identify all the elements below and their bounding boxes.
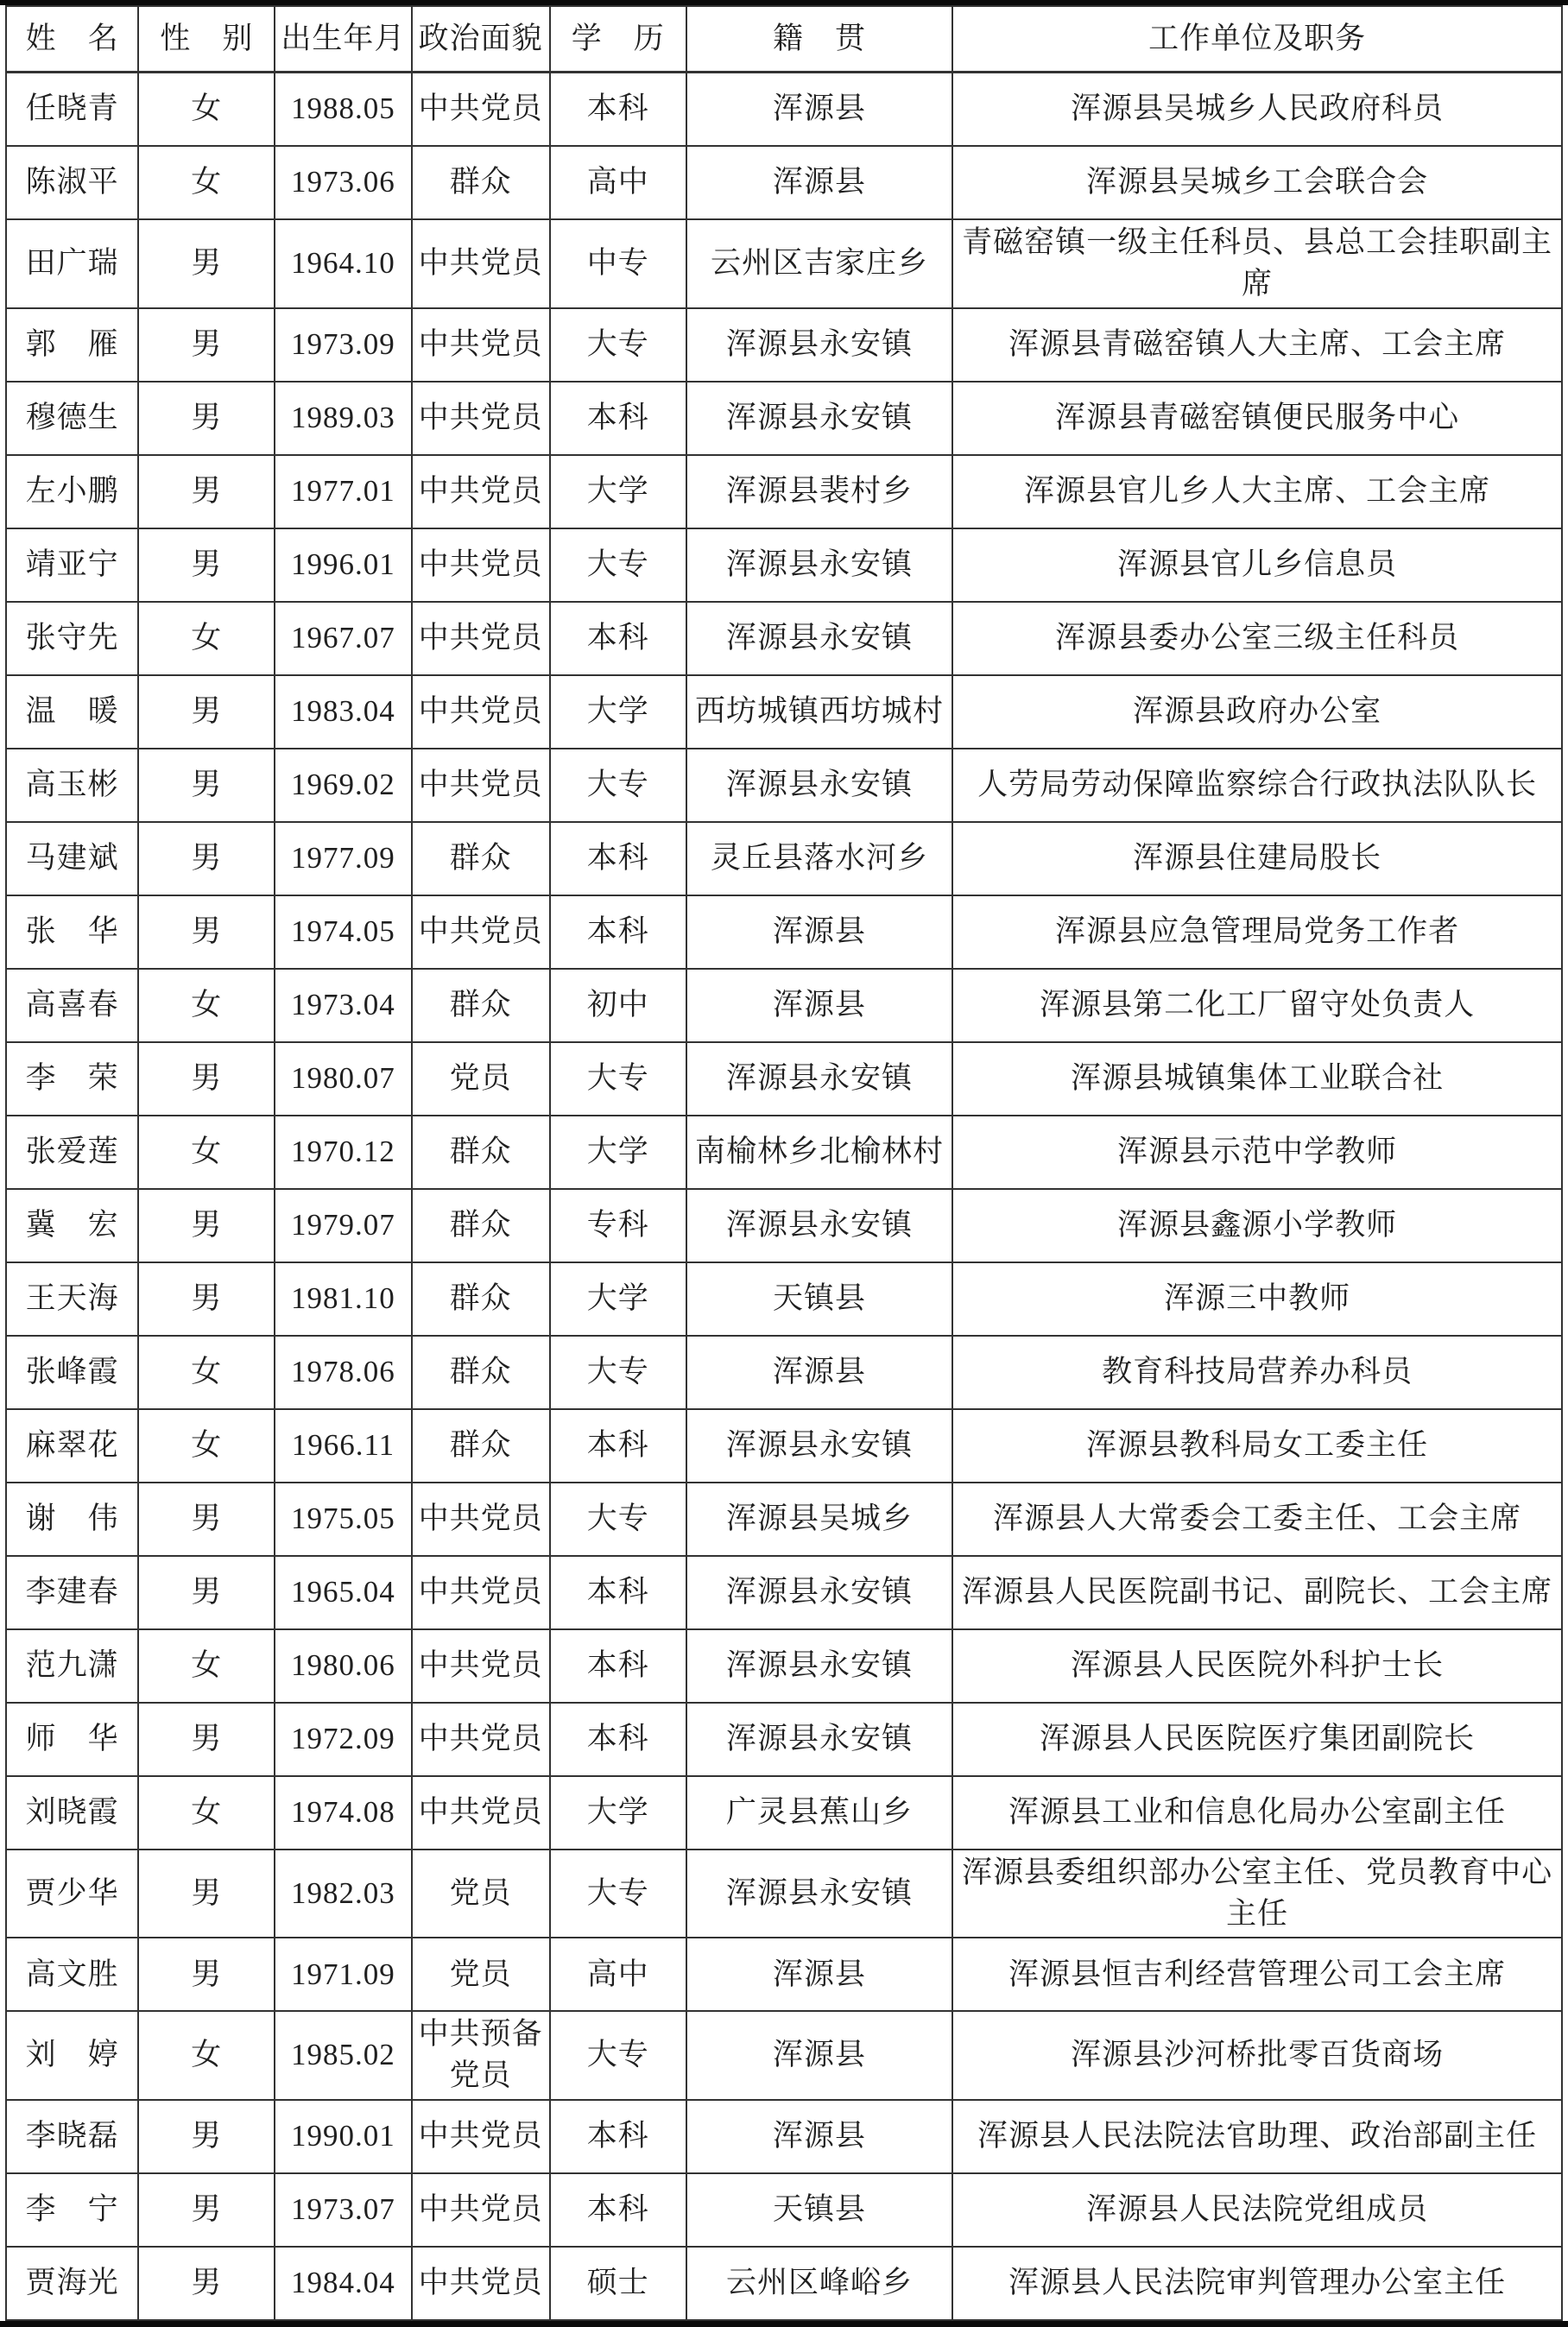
cell-name: 李 荣 bbox=[6, 1042, 138, 1116]
table-row bbox=[6, 219, 1562, 308]
cell-name: 刘晓霞 bbox=[6, 1776, 138, 1850]
table-body bbox=[6, 73, 1562, 2320]
table-row bbox=[6, 1556, 1562, 1629]
cell-education: 高中 bbox=[550, 146, 686, 219]
cell-gender: 男 bbox=[138, 528, 275, 602]
table-row bbox=[6, 146, 1562, 219]
cell-gender: 男 bbox=[138, 1262, 275, 1336]
cell-job: 浑源县住建局股长 bbox=[952, 822, 1562, 895]
cell-gender: 女 bbox=[138, 1776, 275, 1850]
personnel-table bbox=[5, 5, 1563, 2321]
cell-native: 浑源县吴城乡 bbox=[686, 1483, 952, 1556]
cell-native: 浑源县永安镇 bbox=[686, 1189, 952, 1262]
cell-education: 大学 bbox=[550, 1776, 686, 1850]
cell-name: 李 宁 bbox=[6, 2173, 138, 2247]
header-cell-name: 姓 名 bbox=[6, 6, 138, 73]
cell-birth: 1967.07 bbox=[275, 602, 411, 675]
cell-politics: 群众 bbox=[412, 1409, 550, 1483]
table-row bbox=[6, 1336, 1562, 1409]
cell-education: 大专 bbox=[550, 308, 686, 382]
cell-job: 浑源县城镇集体工业联合社 bbox=[952, 1042, 1562, 1116]
cell-name: 张守先 bbox=[6, 602, 138, 675]
cell-politics: 群众 bbox=[412, 1262, 550, 1336]
cell-education: 本科 bbox=[550, 1556, 686, 1629]
cell-birth: 1965.04 bbox=[275, 1556, 411, 1629]
cell-education: 硕士 bbox=[550, 2247, 686, 2320]
header-cell-birth: 出生年月 bbox=[275, 6, 411, 73]
cell-birth: 1964.10 bbox=[275, 219, 411, 308]
cell-politics: 群众 bbox=[412, 969, 550, 1042]
table-row bbox=[6, 969, 1562, 1042]
cell-education: 本科 bbox=[550, 822, 686, 895]
cell-gender: 女 bbox=[138, 1409, 275, 1483]
cell-education: 大学 bbox=[550, 675, 686, 749]
cell-birth: 1975.05 bbox=[275, 1483, 411, 1556]
cell-education: 本科 bbox=[550, 1629, 686, 1703]
cell-name: 王天海 bbox=[6, 1262, 138, 1336]
cell-birth: 1984.04 bbox=[275, 2247, 411, 2320]
cell-education: 本科 bbox=[550, 602, 686, 675]
cell-job: 浑源县官儿乡信息员 bbox=[952, 528, 1562, 602]
cell-education: 本科 bbox=[550, 382, 686, 455]
cell-native: 云州区吉家庄乡 bbox=[686, 219, 952, 308]
cell-job: 浑源县委组织部办公室主任、党员教育中心主任 bbox=[952, 1850, 1562, 1938]
cell-politics: 中共党员 bbox=[412, 1483, 550, 1556]
cell-birth: 1971.09 bbox=[275, 1938, 411, 2011]
cell-politics: 中共党员 bbox=[412, 73, 550, 147]
cell-birth: 1982.03 bbox=[275, 1850, 411, 1938]
cell-politics: 中共党员 bbox=[412, 602, 550, 675]
table-row bbox=[6, 308, 1562, 382]
cell-politics: 中共党员 bbox=[412, 308, 550, 382]
cell-name: 靖亚宁 bbox=[6, 528, 138, 602]
table-row bbox=[6, 73, 1562, 147]
table-row bbox=[6, 1629, 1562, 1703]
table-row bbox=[6, 528, 1562, 602]
cell-native: 浑源县 bbox=[686, 1336, 952, 1409]
table-row bbox=[6, 675, 1562, 749]
cell-gender: 女 bbox=[138, 1629, 275, 1703]
cell-birth: 1981.10 bbox=[275, 1262, 411, 1336]
cell-politics: 群众 bbox=[412, 822, 550, 895]
cell-birth: 1974.08 bbox=[275, 1776, 411, 1850]
table-row bbox=[6, 1703, 1562, 1776]
cell-gender: 男 bbox=[138, 1703, 275, 1776]
cell-birth: 1972.09 bbox=[275, 1703, 411, 1776]
cell-birth: 1990.01 bbox=[275, 2100, 411, 2173]
cell-education: 高中 bbox=[550, 1938, 686, 2011]
cell-education: 大专 bbox=[550, 528, 686, 602]
cell-name: 师 华 bbox=[6, 1703, 138, 1776]
cell-gender: 女 bbox=[138, 969, 275, 1042]
cell-birth: 1979.07 bbox=[275, 1189, 411, 1262]
cell-politics: 群众 bbox=[412, 146, 550, 219]
cell-name: 谢 伟 bbox=[6, 1483, 138, 1556]
cell-birth: 1980.07 bbox=[275, 1042, 411, 1116]
cell-name: 冀 宏 bbox=[6, 1189, 138, 1262]
cell-native: 天镇县 bbox=[686, 2173, 952, 2247]
cell-education: 本科 bbox=[550, 2173, 686, 2247]
cell-native: 浑源县永安镇 bbox=[686, 1703, 952, 1776]
table-row bbox=[6, 2100, 1562, 2173]
cell-gender: 男 bbox=[138, 1938, 275, 2011]
cell-politics: 中共党员 bbox=[412, 895, 550, 969]
cell-job: 浑源县人民法院审判管理办公室主任 bbox=[952, 2247, 1562, 2320]
cell-politics: 中共党员 bbox=[412, 1703, 550, 1776]
cell-native: 浑源县 bbox=[686, 895, 952, 969]
cell-birth: 1989.03 bbox=[275, 382, 411, 455]
cell-gender: 女 bbox=[138, 1336, 275, 1409]
cell-gender: 男 bbox=[138, 2173, 275, 2247]
cell-native: 浑源县 bbox=[686, 969, 952, 1042]
table-row bbox=[6, 1116, 1562, 1189]
cell-politics: 中共党员 bbox=[412, 528, 550, 602]
cell-birth: 1977.09 bbox=[275, 822, 411, 895]
header-cell-gender: 性 别 bbox=[138, 6, 275, 73]
cell-native: 浑源县 bbox=[686, 146, 952, 219]
table-row bbox=[6, 1262, 1562, 1336]
header-cell-education: 学 历 bbox=[550, 6, 686, 73]
header-cell-job: 工作单位及职务 bbox=[952, 6, 1562, 73]
cell-native: 浑源县永安镇 bbox=[686, 382, 952, 455]
cell-birth: 1974.05 bbox=[275, 895, 411, 969]
table-row bbox=[6, 895, 1562, 969]
cell-birth: 1978.06 bbox=[275, 1336, 411, 1409]
cell-politics: 中共党员 bbox=[412, 382, 550, 455]
cell-gender: 男 bbox=[138, 2247, 275, 2320]
cell-name: 郭 雁 bbox=[6, 308, 138, 382]
cell-job: 浑源县吴城乡人民政府科员 bbox=[952, 73, 1562, 147]
cell-gender: 男 bbox=[138, 455, 275, 528]
cell-education: 大专 bbox=[550, 1336, 686, 1409]
header-cell-politics: 政治面貌 bbox=[412, 6, 550, 73]
cell-politics: 党员 bbox=[412, 1938, 550, 2011]
cell-native: 天镇县 bbox=[686, 1262, 952, 1336]
cell-politics: 党员 bbox=[412, 1042, 550, 1116]
cell-native: 浑源县永安镇 bbox=[686, 1409, 952, 1483]
table-row bbox=[6, 1938, 1562, 2011]
cell-gender: 女 bbox=[138, 2011, 275, 2100]
cell-job: 浑源县沙河桥批零百货商场 bbox=[952, 2011, 1562, 2100]
cell-name: 高玉彬 bbox=[6, 749, 138, 822]
cell-politics: 中共党员 bbox=[412, 2173, 550, 2247]
table-row bbox=[6, 2173, 1562, 2247]
cell-politics: 群众 bbox=[412, 1189, 550, 1262]
cell-native: 浑源县 bbox=[686, 1938, 952, 2011]
cell-job: 浑源县示范中学教师 bbox=[952, 1116, 1562, 1189]
cell-native: 浑源县 bbox=[686, 73, 952, 147]
cell-gender: 女 bbox=[138, 146, 275, 219]
cell-job: 浑源县鑫源小学教师 bbox=[952, 1189, 1562, 1262]
cell-gender: 男 bbox=[138, 1556, 275, 1629]
cell-job: 浑源县青磁窑镇人大主席、工会主席 bbox=[952, 308, 1562, 382]
cell-job: 浑源县第二化工厂留守处负责人 bbox=[952, 969, 1562, 1042]
cell-politics: 群众 bbox=[412, 1116, 550, 1189]
cell-native: 浑源县裴村乡 bbox=[686, 455, 952, 528]
cell-gender: 女 bbox=[138, 602, 275, 675]
cell-name: 高喜春 bbox=[6, 969, 138, 1042]
cell-gender: 男 bbox=[138, 822, 275, 895]
table-row bbox=[6, 749, 1562, 822]
cell-name: 任晓青 bbox=[6, 73, 138, 147]
cell-education: 本科 bbox=[550, 895, 686, 969]
cell-politics: 中共党员 bbox=[412, 1629, 550, 1703]
cell-birth: 1983.04 bbox=[275, 675, 411, 749]
cell-birth: 1980.06 bbox=[275, 1629, 411, 1703]
cell-birth: 1970.12 bbox=[275, 1116, 411, 1189]
cell-job: 浑源县委办公室三级主任科员 bbox=[952, 602, 1562, 675]
cell-birth: 1973.06 bbox=[275, 146, 411, 219]
header-row bbox=[6, 6, 1562, 73]
cell-birth: 1973.04 bbox=[275, 969, 411, 1042]
cell-name: 李晓磊 bbox=[6, 2100, 138, 2173]
table-row bbox=[6, 1042, 1562, 1116]
cell-name: 田广瑞 bbox=[6, 219, 138, 308]
cell-politics: 中共党员 bbox=[412, 749, 550, 822]
cell-education: 大专 bbox=[550, 2011, 686, 2100]
table-row bbox=[6, 1409, 1562, 1483]
table-row bbox=[6, 1776, 1562, 1850]
cell-name: 李建春 bbox=[6, 1556, 138, 1629]
cell-job: 浑源县应急管理局党务工作者 bbox=[952, 895, 1562, 969]
cell-politics: 中共预备党员 bbox=[412, 2011, 550, 2100]
cell-gender: 男 bbox=[138, 382, 275, 455]
cell-native: 浑源县永安镇 bbox=[686, 1042, 952, 1116]
cell-name: 高文胜 bbox=[6, 1938, 138, 2011]
cell-native: 浑源县永安镇 bbox=[686, 528, 952, 602]
cell-birth: 1969.02 bbox=[275, 749, 411, 822]
cell-education: 大学 bbox=[550, 1116, 686, 1189]
cell-name: 贾海光 bbox=[6, 2247, 138, 2320]
cell-birth: 1977.01 bbox=[275, 455, 411, 528]
cell-native: 灵丘县落水河乡 bbox=[686, 822, 952, 895]
cell-politics: 党员 bbox=[412, 1850, 550, 1938]
cell-native: 浑源县永安镇 bbox=[686, 749, 952, 822]
table-row bbox=[6, 1189, 1562, 1262]
cell-native: 浑源县永安镇 bbox=[686, 1556, 952, 1629]
cell-native: 浑源县永安镇 bbox=[686, 1850, 952, 1938]
cell-job: 青磁窑镇一级主任科员、县总工会挂职副主席 bbox=[952, 219, 1562, 308]
cell-gender: 女 bbox=[138, 73, 275, 147]
cell-native: 南榆林乡北榆林村 bbox=[686, 1116, 952, 1189]
cell-name: 陈淑平 bbox=[6, 146, 138, 219]
cell-name: 穆德生 bbox=[6, 382, 138, 455]
cell-job: 浑源县恒吉利经营管理公司工会主席 bbox=[952, 1938, 1562, 2011]
cell-education: 大专 bbox=[550, 1483, 686, 1556]
cell-politics: 中共党员 bbox=[412, 1556, 550, 1629]
table-row bbox=[6, 382, 1562, 455]
cell-job: 浑源县人民医院外科护士长 bbox=[952, 1629, 1562, 1703]
cell-job: 浑源县人民医院副书记、副院长、工会主席 bbox=[952, 1556, 1562, 1629]
cell-job: 浑源三中教师 bbox=[952, 1262, 1562, 1336]
cell-education: 专科 bbox=[550, 1189, 686, 1262]
cell-birth: 1973.09 bbox=[275, 308, 411, 382]
cell-name: 张峰霞 bbox=[6, 1336, 138, 1409]
cell-education: 本科 bbox=[550, 73, 686, 147]
cell-education: 大专 bbox=[550, 1042, 686, 1116]
cell-education: 初中 bbox=[550, 969, 686, 1042]
cell-politics: 中共党员 bbox=[412, 2100, 550, 2173]
cell-politics: 中共党员 bbox=[412, 2247, 550, 2320]
cell-job: 浑源县政府办公室 bbox=[952, 675, 1562, 749]
cell-politics: 中共党员 bbox=[412, 455, 550, 528]
table-row bbox=[6, 2247, 1562, 2320]
cell-name: 温 暖 bbox=[6, 675, 138, 749]
cell-birth: 1996.01 bbox=[275, 528, 411, 602]
cell-politics: 中共党员 bbox=[412, 675, 550, 749]
cell-name: 范九潇 bbox=[6, 1629, 138, 1703]
cell-education: 本科 bbox=[550, 1703, 686, 1776]
cell-job: 浑源县人民医院医疗集团副院长 bbox=[952, 1703, 1562, 1776]
cell-gender: 男 bbox=[138, 1483, 275, 1556]
cell-education: 大学 bbox=[550, 455, 686, 528]
table-row bbox=[6, 2011, 1562, 2100]
cell-politics: 群众 bbox=[412, 1336, 550, 1409]
cell-gender: 男 bbox=[138, 308, 275, 382]
cell-name: 马建斌 bbox=[6, 822, 138, 895]
cell-native: 云州区峰峪乡 bbox=[686, 2247, 952, 2320]
cell-education: 中专 bbox=[550, 219, 686, 308]
cell-gender: 男 bbox=[138, 675, 275, 749]
cell-name: 左小鹏 bbox=[6, 455, 138, 528]
cell-name: 刘 婷 bbox=[6, 2011, 138, 2100]
cell-job: 浑源县人大常委会工委主任、工会主席 bbox=[952, 1483, 1562, 1556]
table-row bbox=[6, 1483, 1562, 1556]
cell-education: 本科 bbox=[550, 1409, 686, 1483]
cell-native: 浑源县永安镇 bbox=[686, 308, 952, 382]
cell-native: 浑源县 bbox=[686, 2011, 952, 2100]
cell-education: 大专 bbox=[550, 1850, 686, 1938]
cell-job: 浑源县官儿乡人大主席、工会主席 bbox=[952, 455, 1562, 528]
cell-name: 张 华 bbox=[6, 895, 138, 969]
cell-native: 浑源县 bbox=[686, 2100, 952, 2173]
cell-job: 教育科技局营养办科员 bbox=[952, 1336, 1562, 1409]
table-row bbox=[6, 1850, 1562, 1938]
cell-gender: 男 bbox=[138, 895, 275, 969]
cell-name: 贾少华 bbox=[6, 1850, 138, 1938]
header-cell-native: 籍 贯 bbox=[686, 6, 952, 73]
cell-job: 浑源县人民法院党组成员 bbox=[952, 2173, 1562, 2247]
cell-birth: 1966.11 bbox=[275, 1409, 411, 1483]
cell-birth: 1988.05 bbox=[275, 73, 411, 147]
cell-gender: 女 bbox=[138, 1116, 275, 1189]
cell-gender: 男 bbox=[138, 219, 275, 308]
cell-native: 广灵县蕉山乡 bbox=[686, 1776, 952, 1850]
table-row bbox=[6, 822, 1562, 895]
cell-job: 浑源县人民法院法官助理、政治部副主任 bbox=[952, 2100, 1562, 2173]
cell-native: 浑源县永安镇 bbox=[686, 1629, 952, 1703]
cell-politics: 中共党员 bbox=[412, 219, 550, 308]
table-row bbox=[6, 602, 1562, 675]
table-row bbox=[6, 455, 1562, 528]
cell-native: 西坊城镇西坊城村 bbox=[686, 675, 952, 749]
cell-gender: 男 bbox=[138, 2100, 275, 2173]
cell-birth: 1973.07 bbox=[275, 2173, 411, 2247]
cell-job: 浑源县吴城乡工会联合会 bbox=[952, 146, 1562, 219]
cell-education: 大学 bbox=[550, 1262, 686, 1336]
cell-job: 浑源县工业和信息化局办公室副主任 bbox=[952, 1776, 1562, 1850]
cell-gender: 男 bbox=[138, 1189, 275, 1262]
cell-gender: 男 bbox=[138, 1850, 275, 1938]
cell-gender: 男 bbox=[138, 1042, 275, 1116]
cell-politics: 中共党员 bbox=[412, 1776, 550, 1850]
cell-job: 浑源县教科局女工委主任 bbox=[952, 1409, 1562, 1483]
cell-job: 人劳局劳动保障监察综合行政执法队队长 bbox=[952, 749, 1562, 822]
cell-name: 张爱莲 bbox=[6, 1116, 138, 1189]
cell-native: 浑源县永安镇 bbox=[686, 602, 952, 675]
cell-education: 本科 bbox=[550, 2100, 686, 2173]
cell-birth: 1985.02 bbox=[275, 2011, 411, 2100]
cell-job: 浑源县青磁窑镇便民服务中心 bbox=[952, 382, 1562, 455]
cell-education: 大专 bbox=[550, 749, 686, 822]
cell-gender: 男 bbox=[138, 749, 275, 822]
cell-name: 麻翠花 bbox=[6, 1409, 138, 1483]
